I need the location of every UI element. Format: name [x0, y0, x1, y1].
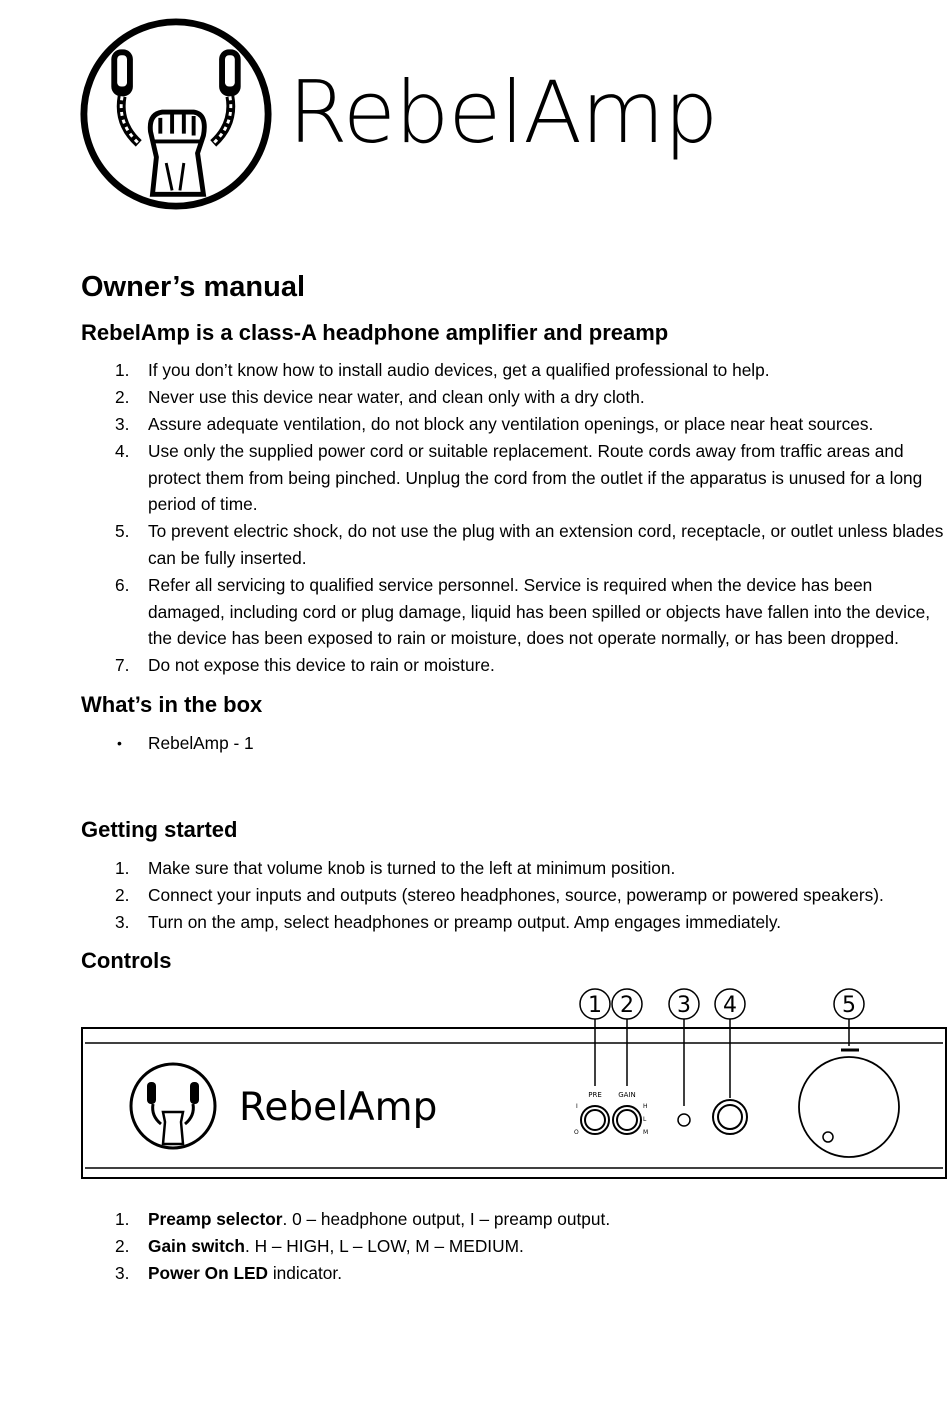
safety-item: [81, 652, 950, 679]
step-item: [81, 855, 950, 882]
svg-text:3: 3: [677, 992, 691, 1018]
getting-started-heading: Getting started: [81, 817, 238, 843]
headphone-jack: [713, 1100, 747, 1134]
control-item: [81, 1233, 950, 1260]
pos-i-label: I: [576, 1102, 578, 1110]
safety-list: [81, 357, 950, 679]
item-number: 1.: [115, 1208, 130, 1229]
item-number: 2.: [115, 884, 130, 905]
safety-item: [81, 411, 950, 438]
gain-h-label: H: [643, 1102, 648, 1110]
header: [78, 14, 778, 214]
rebelamp-fist-headphones-logo: [78, 16, 274, 212]
safety-item: [81, 384, 950, 411]
item-number: 3.: [115, 413, 130, 434]
control-description: . 0 – headphone output, I – preamp output.: [282, 1208, 611, 1229]
item-number: 3.: [115, 911, 130, 932]
svg-text:2: 2: [620, 992, 634, 1018]
item-text: Turn on the amp, select headphones or preamp output. Amp engages immediately.: [148, 911, 782, 932]
control-item: [81, 1206, 950, 1233]
pos-o-label: O: [574, 1128, 579, 1136]
item-text: Refer all servicing to qualified service personnel. Service is required when the device has been damaged, including cord or plug damage, liquid has been spilled or objects have fallen into the device, the device has been exposed to rain or moisture, does not operate normally, or has been dropped.: [148, 574, 931, 649]
item-number: 2.: [115, 1235, 130, 1256]
control-item: [81, 1260, 950, 1287]
gain-label: GAIN: [618, 1090, 636, 1099]
item-number: 6.: [115, 574, 130, 595]
bullet-icon: •: [117, 734, 122, 751]
box-heading: What’s in the box: [81, 691, 263, 717]
subtitle: RebelAmp is a class-A headphone amplifier and preamp: [81, 319, 669, 345]
getting-started-list: [81, 855, 950, 935]
safety-item: [81, 518, 950, 572]
svg-text:4: 4: [723, 992, 737, 1018]
box-item: [81, 730, 950, 757]
manual-content: [81, 270, 950, 1298]
step-item: [81, 909, 950, 936]
item-number: 1.: [115, 360, 130, 381]
item-text: Connect your inputs and outputs (stereo headphones, source, poweramp or powered speakers).: [148, 884, 884, 905]
preamp-selector-switch: [581, 1106, 609, 1134]
svg-text:5: 5: [842, 992, 856, 1018]
item-text: Never use this device near water, and clean only with a dry cloth.: [148, 387, 645, 408]
control-name: Gain switch: [148, 1235, 245, 1256]
front-panel-svg: [81, 986, 950, 1188]
item-text: Use only the supplied power cord or suitable replacement. Route cords away from traffic areas and protect them from being pinched. Unplug the cord from the outlet if the apparatus is unused for a long period of time.: [148, 440, 923, 515]
item-text: RebelAmp - 1: [148, 732, 254, 753]
control-name: Power On LED: [148, 1262, 269, 1283]
control-name: Preamp selector: [148, 1208, 283, 1229]
safety-item: [81, 572, 950, 652]
box-contents-list: [81, 730, 950, 757]
item-text: To prevent electric shock, do not use the plug with an extension cord, receptacle, or outlet unless blades can be fully inserted.: [148, 521, 944, 568]
power-led: [678, 1114, 690, 1126]
item-text: Do not expose this device to rain or moisture.: [148, 655, 495, 676]
item-number: 3.: [115, 1262, 130, 1283]
gain-m-label: M: [643, 1128, 649, 1136]
gain-switch: [613, 1106, 641, 1134]
page-title: Owner’s manual: [81, 271, 306, 303]
pre-label: PRE: [588, 1090, 602, 1099]
item-text: If you don’t know how to install audio devices, get a qualified professional to help.: [148, 360, 770, 381]
controls-list: [81, 1206, 950, 1286]
item-text: Make sure that volume knob is turned to the left at minimum position.: [148, 857, 676, 878]
gain-l-label: L: [643, 1115, 647, 1123]
control-description: . H – HIGH, L – LOW, M – MEDIUM.: [245, 1235, 524, 1256]
safety-item: [81, 438, 950, 518]
panel-brand: RebelAmp: [239, 1084, 438, 1130]
item-number: 5.: [115, 521, 130, 542]
item-number: 2.: [115, 387, 130, 408]
svg-text:1: 1: [588, 992, 602, 1018]
controls-heading: Controls: [81, 948, 172, 974]
step-item: [81, 882, 950, 909]
item-number: 7.: [115, 655, 130, 676]
safety-item: [81, 357, 950, 384]
control-description: indicator.: [268, 1262, 342, 1283]
front-panel-diagram: [81, 986, 950, 1188]
item-number: 1.: [115, 857, 130, 878]
brand-wordmark: RebelAmp: [288, 63, 718, 163]
item-text: Assure adequate ventilation, do not block any ventilation openings, or place near heat sources.: [148, 413, 874, 434]
item-number: 4.: [115, 440, 130, 461]
